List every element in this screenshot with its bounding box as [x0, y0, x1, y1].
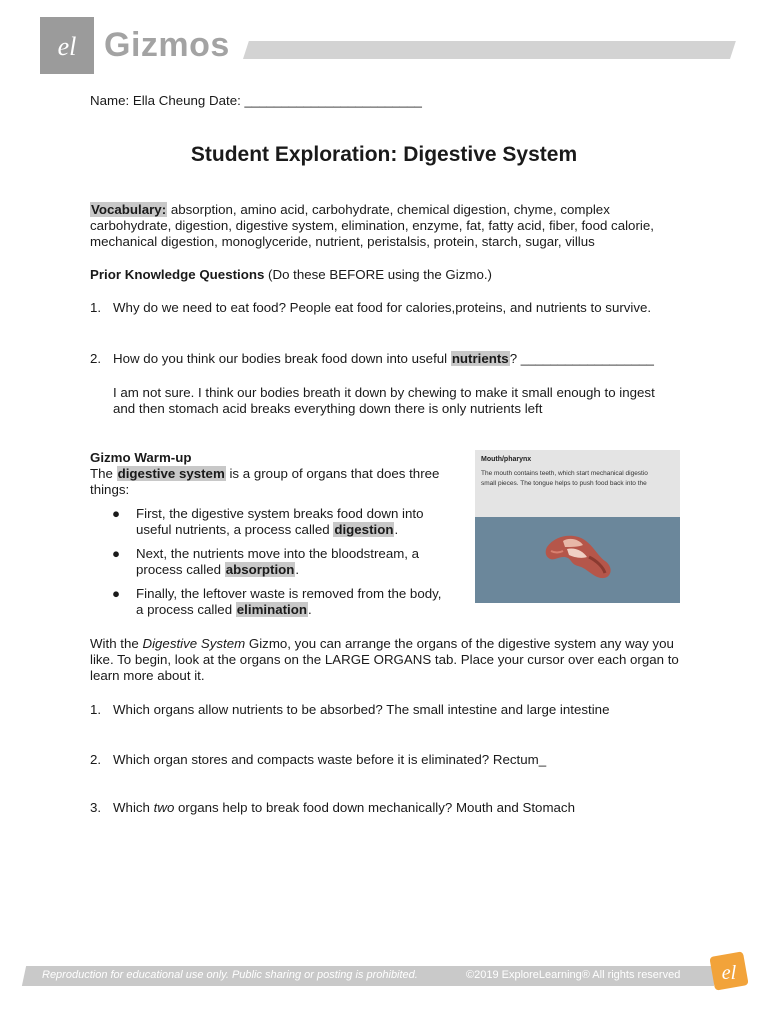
- warmup-bullet-list: [112, 506, 452, 626]
- warmup-intro: [90, 466, 460, 498]
- term-elimination: elimination: [236, 602, 307, 617]
- prior-knowledge-heading: [90, 267, 492, 283]
- gizmo-info-panel: [475, 450, 680, 517]
- question-number: 1.: [90, 300, 102, 315]
- el-badge-icon: [706, 948, 752, 994]
- list-item: [112, 546, 452, 578]
- question-text: Which organ stores and compacts waste before it is eliminated? Rectum_: [113, 752, 547, 767]
- question-post: ? __________________: [509, 351, 654, 366]
- question-number: 2.: [90, 752, 102, 767]
- explorelearning-logo: [40, 17, 94, 74]
- gizmo-organ-heading: Mouth/pharynx: [481, 456, 532, 463]
- footer-copyright: ©2019 ExploreLearning® All rights reserved: [466, 969, 681, 981]
- prior-question-1: [90, 300, 690, 316]
- para-post: Gizmo, you can arrange the organs of the digestive system any way you like. To begin, look at the organs on the LARGE ORGANS tab. Place your cursor over each organ to learn more about it.: [90, 636, 679, 683]
- instructions-paragraph: [90, 636, 690, 684]
- gizmo-desc-line-1: The mouth contains teeth, which start mechanical digestio: [481, 470, 648, 477]
- warmup-question-1: [90, 702, 690, 718]
- q3-italic: two: [153, 800, 175, 815]
- prior-answer-2: I am not sure. I think our bodies breath it down by chewing to make it small enough to ingest and then stomach acid breaks everything down there is only nutrients left: [113, 385, 655, 416]
- term-absorption: absorption: [225, 562, 295, 577]
- bullet-icon: ●: [112, 506, 121, 521]
- question-text: Which organs allow nutrients to be absorbed? The small intestine and large intestine: [113, 702, 610, 717]
- warmup-heading: Gizmo Warm-up: [90, 450, 192, 465]
- bullet-text: First, the digestive system breaks food down into useful nutrients, a process called: [136, 506, 424, 537]
- name-date-line: Name: Ella Cheung Date: ________________________: [90, 93, 422, 108]
- prior-question-2: [90, 351, 690, 367]
- para-pre: With the: [90, 636, 143, 651]
- list-item: [112, 506, 452, 538]
- question-number: 3.: [90, 800, 102, 815]
- term-digestion: digestion: [334, 522, 394, 537]
- vocabulary-terms: absorption, amino acid, carbohydrate, chemical digestion, chyme, complex carbohydrate, digestion, digestive system, elimination, enzyme, fat, fatty acid, fiber, food calorie, mechanical digestion, monoglyceride, nutrient, peristalsis, protein, starch, sugar, villus: [90, 202, 654, 249]
- gizmo-organ-description: [481, 469, 680, 489]
- svg-text:el: el: [57, 32, 77, 61]
- term-nutrients: nutrients: [451, 351, 509, 366]
- question-text: [113, 351, 690, 367]
- gizmo-desc-line-2: small pieces. The tongue helps to push food back into the: [481, 480, 647, 487]
- question-pre: How do you think our bodies break food down into useful: [113, 351, 451, 366]
- bullet-end: .: [307, 602, 312, 617]
- bullet-icon: ●: [112, 586, 121, 601]
- question-number: 1.: [90, 702, 102, 717]
- q3-post: organs help to break food down mechanically? Mouth and Stomach: [174, 800, 575, 815]
- footer-el-logo: [706, 948, 752, 994]
- list-item: [112, 586, 452, 618]
- bullet-end: .: [394, 522, 399, 537]
- term-digestive-system: digestive system: [117, 466, 225, 481]
- prior-heading: Prior Knowledge Questions: [90, 267, 265, 282]
- page-title: Student Exploration: Digestive System: [190, 143, 578, 166]
- intro-pre: The: [90, 466, 117, 481]
- question-text: Why do we need to eat food? People eat food for calories,proteins, and nutrients to survive.: [113, 300, 652, 315]
- question-text: [113, 800, 690, 816]
- para-italic: Digestive System: [142, 636, 246, 651]
- intro-post: is a group of organs that does three things:: [90, 466, 440, 497]
- footer-disclaimer: Reproduction for educational use only. Public sharing or posting is prohibited.: [42, 969, 418, 981]
- brand-title: Gizmos: [104, 26, 230, 64]
- q3-pre: Which: [113, 800, 154, 815]
- bullet-text: Finally, the leftover waste is removed from the body, a process called: [136, 586, 442, 617]
- header-decor-bar: [243, 41, 736, 59]
- question-number: 2.: [90, 351, 102, 366]
- mouth-organ-icon: [475, 517, 680, 603]
- svg-text:el: el: [721, 962, 737, 984]
- prior-note: (Do these BEFORE using the Gizmo.): [264, 267, 492, 282]
- bullet-end: .: [295, 562, 300, 577]
- vocabulary-label: Vocabulary:: [91, 202, 167, 217]
- gizmo-screenshot: [475, 450, 680, 603]
- bullet-icon: ●: [112, 546, 121, 561]
- warmup-question-3: [90, 800, 690, 816]
- el-logo-icon: [40, 17, 94, 74]
- warmup-question-2: [90, 752, 690, 768]
- vocabulary-paragraph: [90, 202, 690, 250]
- gizmo-organ-scene: [475, 517, 680, 603]
- bullet-text: Next, the nutrients move into the bloodstream, a process called: [136, 546, 420, 577]
